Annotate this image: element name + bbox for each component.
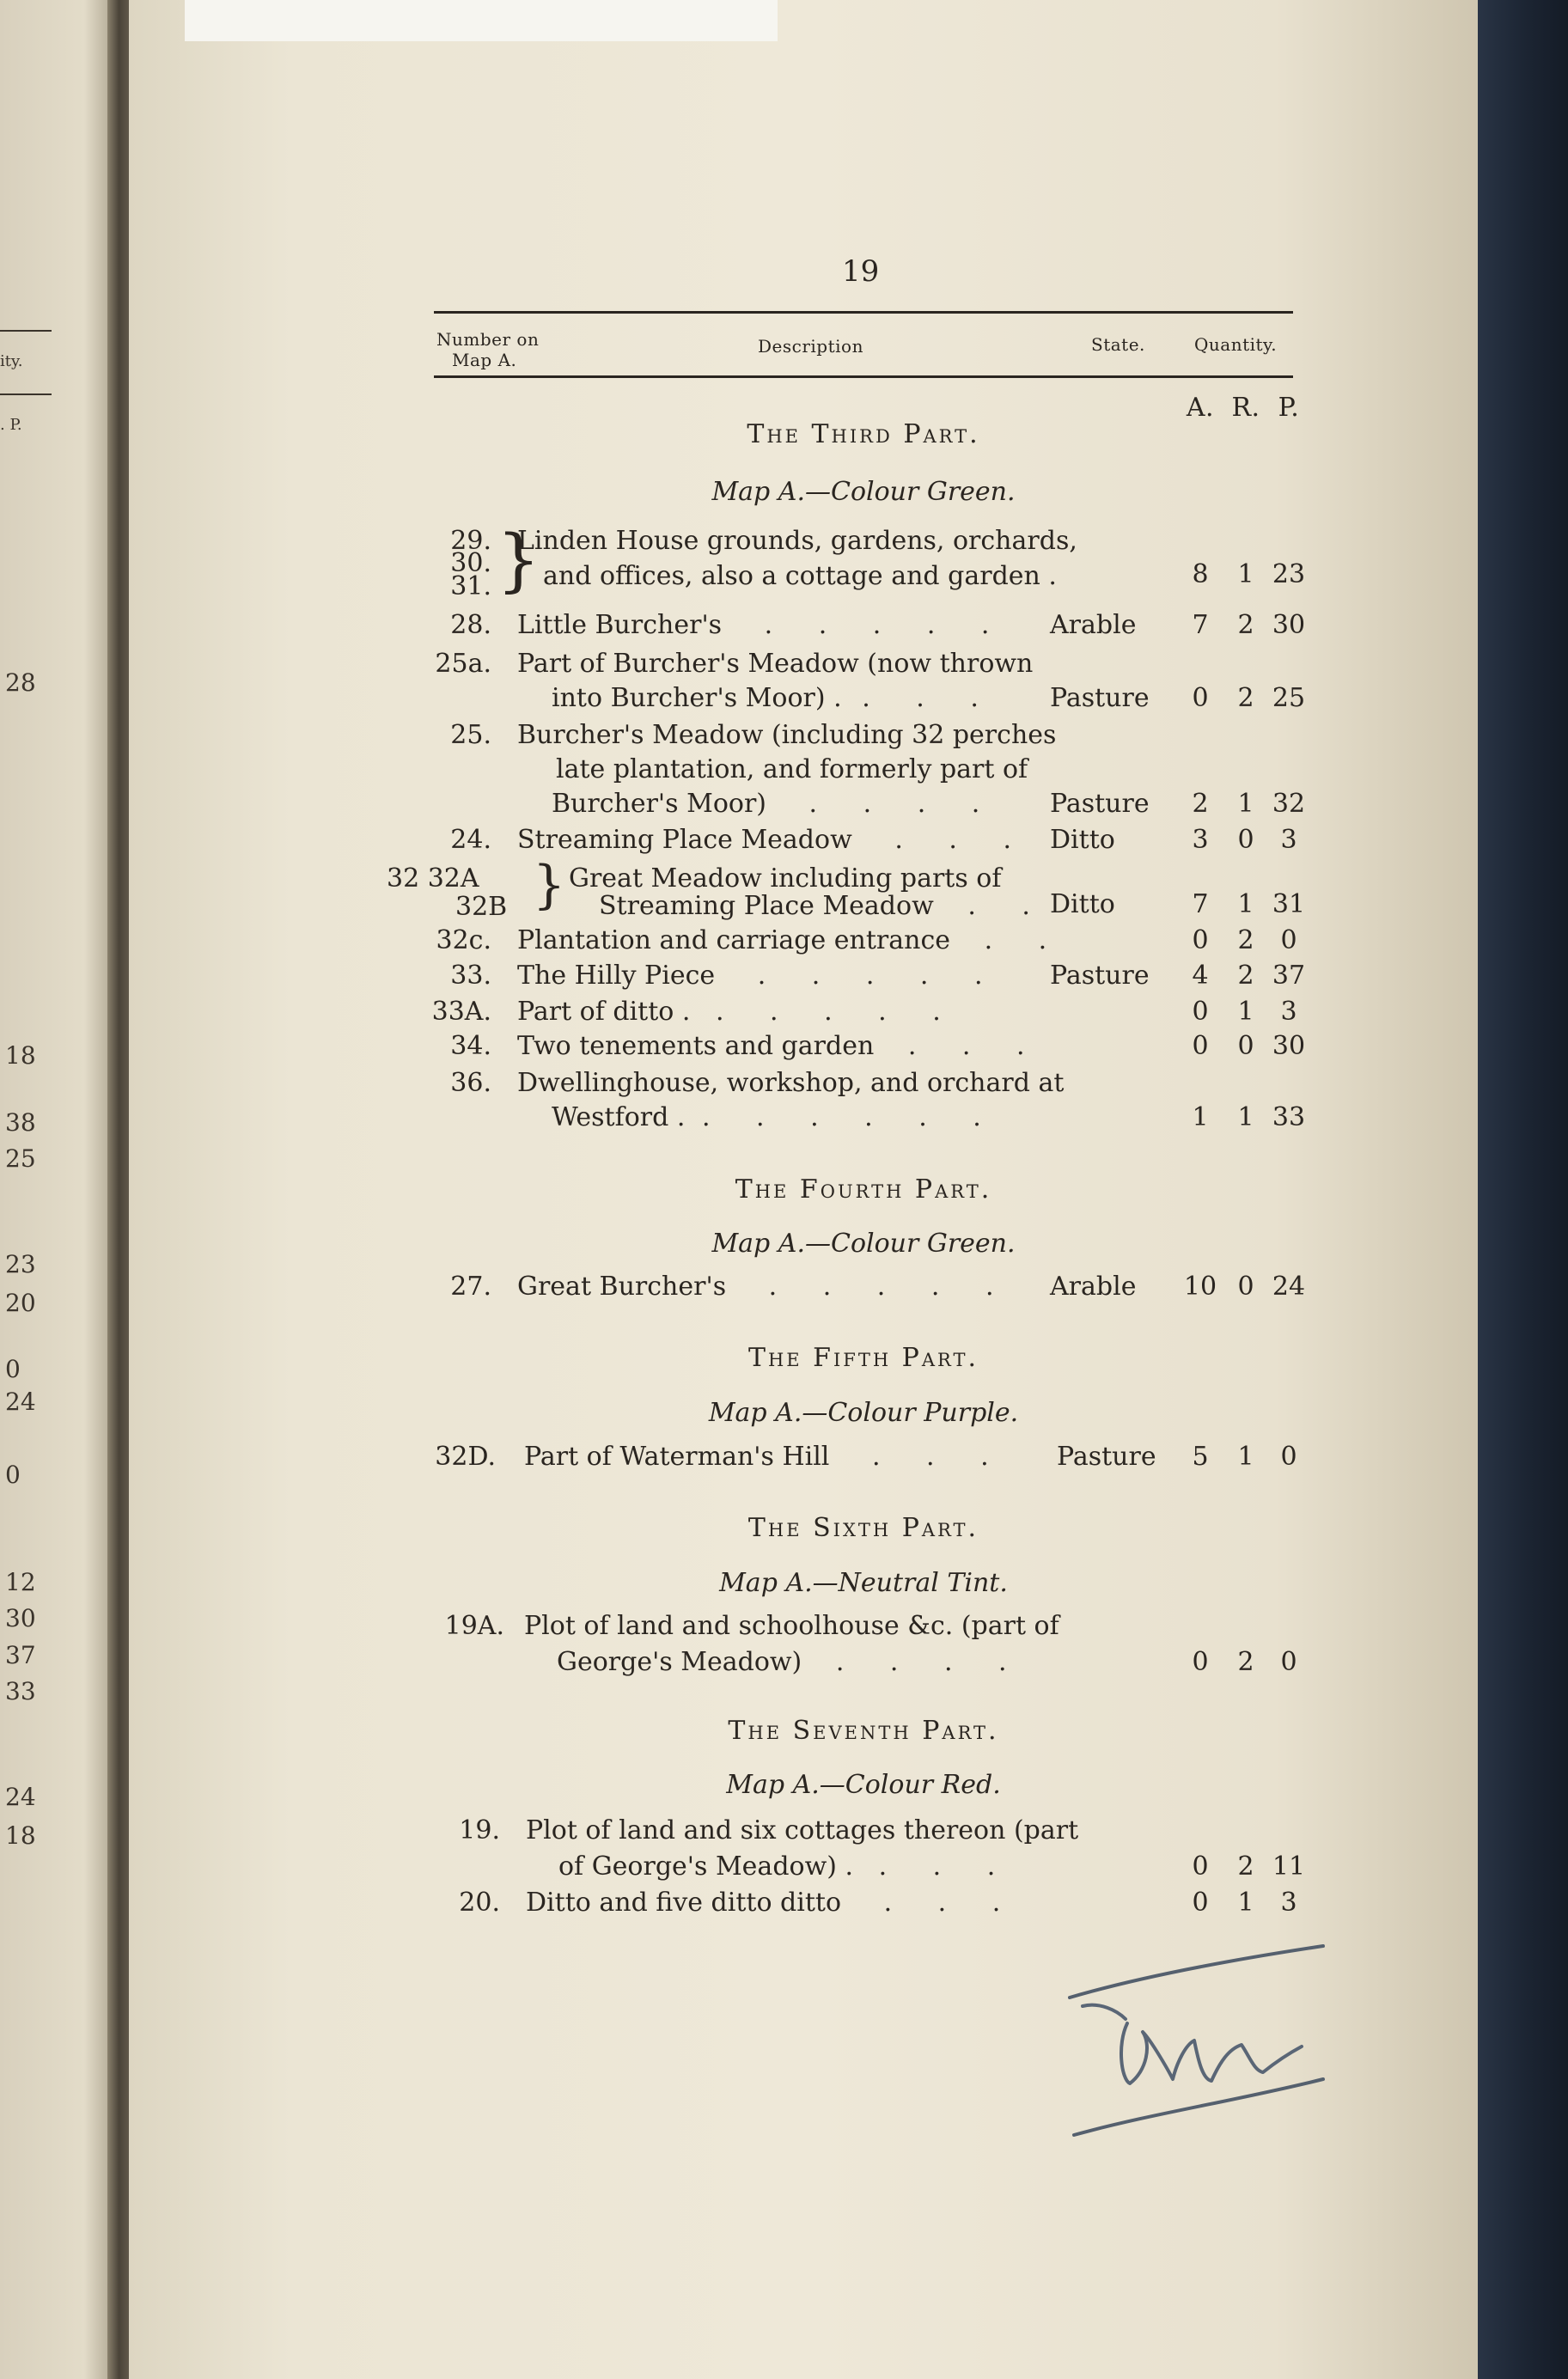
entry-description: Two tenements and garden . . . [517, 1031, 1044, 1061]
section-title: The Third Part. [747, 419, 980, 449]
entry-number: 33. [450, 961, 491, 991]
left-number: 25 [5, 1144, 36, 1173]
entry-number: 19A. [444, 1611, 504, 1641]
quantity-acres: 8 [1192, 559, 1209, 589]
entry-description: Plot of land and schoolhouse &c. (part of [524, 1611, 1059, 1641]
left-header: . P. [0, 416, 22, 434]
section-title: The Seventh Part. [728, 1716, 999, 1746]
entry-description: Great Meadow including parts of [569, 863, 1002, 894]
entry-number: 30. [450, 548, 491, 578]
quantity-perches: 37 [1272, 961, 1306, 991]
quantity-perches: 32 [1272, 789, 1306, 819]
quantity-perches: 0 [1280, 1442, 1297, 1472]
quantity-perches: 0 [1280, 925, 1297, 955]
entry-state: Ditto [1050, 825, 1115, 855]
entry-description: Dwellinghouse, workshop, and orchard at [517, 1068, 1065, 1098]
quantity-roods: 2 [1237, 610, 1254, 640]
entry-number: 34. [450, 1031, 491, 1061]
quantity-acres: 10 [1183, 1272, 1217, 1302]
column-header-roods: R. [1231, 393, 1260, 423]
quantity-roods: 1 [1237, 1442, 1254, 1472]
entry-description: and offices, also a cottage and garden . [543, 561, 1057, 591]
entry-description: Burcher's Moor) . . . . [552, 789, 999, 819]
brace-glyph: } [533, 855, 566, 915]
left-number: 38 [5, 1108, 36, 1137]
entry-description: Great Burcher's . . . . . [517, 1272, 1013, 1302]
entry-state: Pasture [1050, 789, 1150, 819]
quantity-acres: 0 [1192, 1031, 1209, 1061]
header-bottom-rule [434, 375, 1293, 378]
quantity-acres: 2 [1192, 789, 1209, 819]
quantity-perches: 30 [1272, 1031, 1306, 1061]
entry-description: of George's Meadow) . . . . [558, 1851, 1015, 1882]
entry-description: Ditto and five ditto ditto . . . [526, 1888, 1020, 1918]
column-header-state: State. [1091, 334, 1145, 355]
section-title: The Fifth Part. [747, 1343, 979, 1373]
entry-description: Burcher's Meadow (including 32 perches [517, 720, 1057, 750]
quantity-roods: 2 [1237, 961, 1254, 991]
left-number: 12 [5, 1568, 36, 1596]
quantity-perches: 24 [1272, 1272, 1306, 1302]
left-number: 0 [5, 1461, 21, 1489]
entry-description: Little Burcher's . . . . . [517, 610, 1009, 640]
map-colour-line: Map A.—Colour Green. [711, 477, 1016, 507]
entry-description: late plantation, and formerly part of [556, 754, 1028, 784]
left-number: 18 [5, 1821, 36, 1850]
quantity-roods: 1 [1237, 889, 1254, 919]
map-colour-line: Map A.—Colour Green. [711, 1229, 1016, 1259]
quantity-acres: 7 [1192, 889, 1209, 919]
entry-description: George's Meadow) . . . . [557, 1647, 1026, 1677]
quantity-perches: 33 [1272, 1102, 1306, 1132]
entry-description: Part of Burcher's Meadow (now thrown [517, 649, 1034, 679]
left-rule [0, 330, 52, 332]
entry-description: Plot of land and six cottages thereon (part [526, 1815, 1079, 1845]
left-number: 20 [5, 1289, 36, 1317]
quantity-perches: 25 [1272, 683, 1306, 713]
left-header: ity. [0, 352, 23, 370]
quantity-roods: 1 [1237, 559, 1254, 589]
entry-number: 28. [450, 610, 491, 640]
quantity-acres: 0 [1192, 683, 1209, 713]
quantity-perches: 3 [1280, 825, 1297, 855]
entry-description: Streaming Place Meadow . . [599, 891, 1049, 921]
entry-description: Plantation and carriage entrance . . [517, 925, 1066, 955]
quantity-acres: 0 [1192, 997, 1209, 1027]
quantity-perches: 30 [1272, 610, 1306, 640]
quantity-roods: 0 [1237, 825, 1254, 855]
quantity-roods: 0 [1237, 1031, 1254, 1061]
section-title: The Sixth Part. [747, 1513, 979, 1543]
quantity-perches: 0 [1280, 1647, 1297, 1677]
quantity-roods: 1 [1237, 1888, 1254, 1918]
column-header-description: Description [758, 336, 863, 357]
quantity-acres: 5 [1192, 1442, 1209, 1472]
paper-slip [185, 0, 778, 41]
entry-state: Pasture [1057, 1442, 1156, 1472]
entry-number: 20. [459, 1888, 500, 1918]
entry-number: 25. [450, 720, 491, 750]
brace-glyph: } [497, 520, 540, 600]
quantity-roods: 0 [1237, 1272, 1254, 1302]
entry-description: Streaming Place Meadow . . . [517, 825, 1030, 855]
left-number: 0 [5, 1355, 21, 1383]
entry-number: 19. [459, 1815, 500, 1845]
map-colour-line: Map A.—Colour Red. [726, 1770, 1001, 1800]
entry-description: The Hilly Piece . . . . . [517, 961, 1002, 991]
left-number: 30 [5, 1604, 36, 1632]
facing-page [0, 0, 120, 2379]
quantity-acres: 1 [1192, 1102, 1209, 1132]
entry-number: 31. [450, 571, 491, 601]
left-number: 28 [5, 668, 36, 697]
page-number: 19 [842, 254, 880, 289]
left-rule [0, 393, 52, 395]
left-number: 23 [5, 1250, 36, 1278]
quantity-acres: 0 [1192, 1851, 1209, 1882]
quantity-roods: 1 [1237, 789, 1254, 819]
handwritten-over-mark [1065, 1942, 1332, 2165]
entry-description: Part of ditto . . . . . . [517, 997, 960, 1027]
quantity-perches: 11 [1272, 1851, 1306, 1882]
column-header-quantity: Quantity. [1194, 334, 1278, 355]
quantity-perches: 23 [1272, 559, 1306, 589]
entry-number: 29. [450, 526, 491, 556]
entry-number: 33A. [431, 997, 491, 1027]
quantity-acres: 3 [1192, 825, 1209, 855]
quantity-roods: 2 [1237, 925, 1254, 955]
left-number: 37 [5, 1641, 36, 1669]
entry-description: Part of Waterman's Hill . . . [524, 1442, 1008, 1472]
quantity-acres: 7 [1192, 610, 1209, 640]
entry-number: 36. [450, 1068, 491, 1098]
column-header-number-map: Map A. [452, 350, 517, 370]
entry-number: 27. [450, 1272, 491, 1302]
section-title: The Fourth Part. [735, 1174, 992, 1205]
entry-description: into Burcher's Moor) . . . . [552, 683, 998, 713]
map-colour-line: Map A.—Colour Purple. [708, 1398, 1019, 1428]
entry-state: Arable [1050, 610, 1137, 640]
column-header-number: Number on [436, 329, 540, 350]
entry-number: 24. [450, 825, 491, 855]
left-number: 24 [5, 1388, 36, 1416]
entry-state: Arable [1050, 1272, 1137, 1302]
quantity-acres: 0 [1192, 1888, 1209, 1918]
entry-number: 25a. [435, 649, 491, 679]
map-colour-line: Map A.—Neutral Tint. [719, 1568, 1008, 1598]
entry-number: 32B [455, 892, 508, 922]
quantity-roods: 2 [1237, 1851, 1254, 1882]
quantity-perches: 3 [1280, 1888, 1297, 1918]
quantity-acres: 4 [1192, 961, 1209, 991]
entry-number: 32c. [436, 925, 491, 955]
entry-description: Westford . . . . . . . [552, 1102, 1000, 1132]
column-header-perches: P. [1278, 393, 1300, 423]
quantity-perches: 3 [1280, 997, 1297, 1027]
quantity-roods: 2 [1237, 683, 1254, 713]
entry-number: 32 32A [387, 863, 479, 894]
quantity-roods: 1 [1237, 1102, 1254, 1132]
entry-number: 32D. [435, 1442, 496, 1472]
header-top-rule [434, 311, 1293, 314]
entry-state: Pasture [1050, 683, 1150, 713]
quantity-acres: 0 [1192, 1647, 1209, 1677]
quantity-roods: 2 [1237, 1647, 1254, 1677]
quantity-acres: 0 [1192, 925, 1209, 955]
left-number: 18 [5, 1041, 36, 1070]
left-number: 33 [5, 1677, 36, 1705]
entry-state: Pasture [1050, 961, 1150, 991]
quantity-perches: 31 [1272, 889, 1306, 919]
quantity-roods: 1 [1237, 997, 1254, 1027]
entry-state: Ditto [1050, 889, 1115, 919]
column-header-acres: A. [1186, 393, 1215, 423]
entry-description: Linden House grounds, gardens, orchards, [517, 526, 1077, 556]
left-number: 24 [5, 1783, 36, 1811]
